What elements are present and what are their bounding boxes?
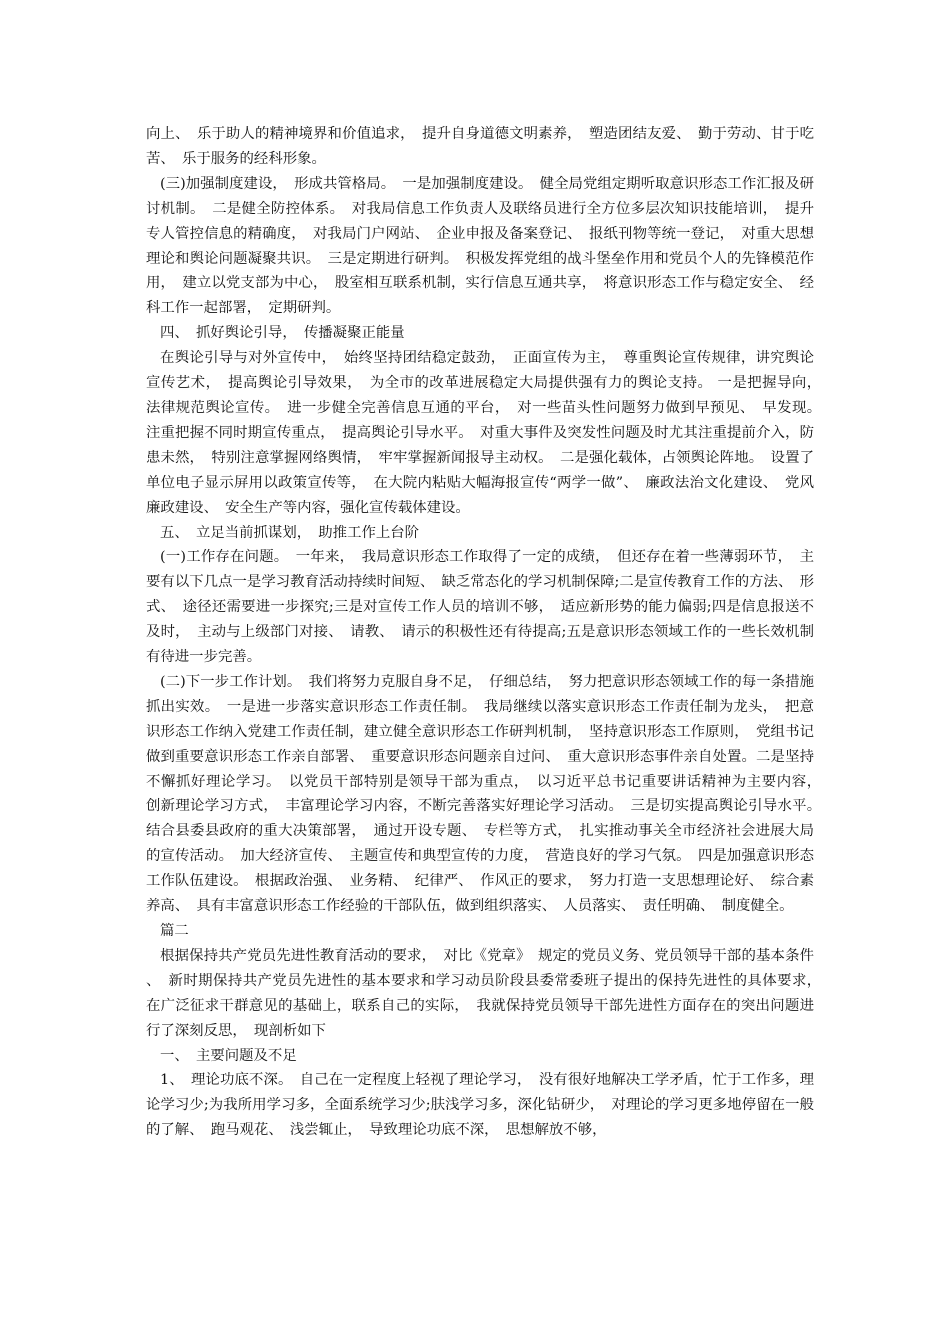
paragraph: (三)加强制度建设， 形成共管格局。 一是加强制度建设。 健全局党组定期听取意识形态工作汇报及研讨机制。 二是健全防控体系。 对我局信息工作负责人及联络员进行全方位多层次知识技能培训， 提升专人管控信息的精确度， 对我局门户网站、 企业申报及备案登记、 报纸刊物等统一登记， 对重大思想理论和舆论问题凝聚共识。 三是定期进行研判。 积极发挥党组的战斗堡垒作用和党员个人的先锋模范作用， 建立以党支部为中心， 股室相互联系机制，实行信息互通共享， 将意识形态工作与稳定安全、 经科工作一起部署， 定期研判。 — [146, 175, 814, 317]
paragraph: 向上、 乐于助人的精神境界和价值追求， 提升自身道德文明素养， 塑造团结友爱、 勤于劳动、甘于吃苦、 乐于服务的经科形象。 — [146, 126, 814, 167]
document-page — [146, 122, 829, 1143]
section-heading: 一、 主要问题及不足 — [160, 1047, 297, 1064]
section-heading: 篇二 — [160, 923, 189, 939]
paragraph: (一)工作存在问题。 一年来， 我局意识形态工作取得了一定的成绩， 但还存在着一些薄弱环节， 主要有以下几点一是学习教育活动持续时间短、 缺乏常态化的学习机制保障;二是宣传教育工作的方法、 形式、 途径还需要进一步探究;三是对宣传工作人员的培训不够， 适应新形势的能力偏弱;四是信息报送不及时， 主动与上级部门对接、 请教、 请示的积极性还有待提高;五是意识形态领域工作的一些长效机制有待进一步完善。 — [146, 549, 814, 666]
paragraph: (二)下一步工作计划。 我们将努力克服自身不足， 仔细总结， 努力把意识形态领域工作的每一条措施抓出实效。 一是进一步落实意识形态工作责任制。 我局继续以落实意识形态工作责任制为龙头， 把意识形态工作纳入党建工作责任制，建立健全意识形态工作研判机制， 坚持意识形态工作原则， 党组书记做到重要意识形态工作亲自部署、 重要意识形态问题亲自过问、 重大意识形态事件亲自处置。二是坚持不懈抓好理论学习。 以党员干部特别是领导干部为重点， 以习近平总书记重要讲话精神为主要内容， 创新理论学习方式， 丰富理论学习内容，不断完善落实好理论学习活动。 三是切实提高舆论引导水平。 结合县委县政府的重大决策部署， 通过开设专题、 专栏等方式， 扎实推动事关全市经济社会进展大局的宣传活动。 加大经济宣传、 主题宣传和典型宣传的力度， 营造良好的学习气氛。 四是加强意识形态工作队伍建设。 根据政治强、 业务精、 纪律严、 作风正的要求， 努力打造一支思想理论好、 综合素养高、 具有丰富意识形态工作经验的干部队伍，做到组织落实、 人员落实、 责任明确、 制度健全。 — [146, 673, 829, 915]
paragraph: 根据保持共产党员先进性教育活动的要求， 对比《党章》 规定的党员义务、党员领导干部的基本条件、 新时期保持共产党员先进性的基本要求和学习动员阶段县委常委班子提出的保持先进性的具体要求， 在广泛征求干群意见的基础上，联系自己的实际， 我就保持党员领导干部先进性方面存在的突出问题进行了深刻反思， 现剖析如下 — [146, 947, 829, 1039]
section-heading: 五、 立足当前抓谋划， 助推工作上台阶 — [160, 524, 420, 541]
paragraph: 在舆论引导与对外宣传中， 始终坚持团结稳定鼓劲， 正面宣传为主， 尊重舆论宣传规律，讲究舆论宣传艺术， 提高舆论引导效果， 为全市的改革进展稳定大局提供强有力的舆论支持。 一是把握导向， 法律规范舆论宣传。 进一步健全完善信息互通的平台， 对一些苗头性问题努力做到早预见、 早发现。 注重把握不同时期宣传重点， 提高舆论引导水平。 对重大事件及突发性问题及时尤其注重提前介入，防患未然， 特别注意掌握网络舆情， 牢牢掌握新闻报导主动权。 二是强化载体，占领舆论阵地。 设置了单位电子显示屏用以政策宣传等， 在大院内粘贴大幅海报宣传“两学一做”、 廉政法治文化建设、 党风廉政建设、 安全生产等内容，强化宣传载体建设。 — [146, 350, 829, 516]
section-heading: 四、 抓好舆论引导， 传播凝聚正能量 — [160, 325, 405, 342]
paragraph: 1、 理论功底不深。 自己在一定程度上轻视了理论学习， 没有很好地解决工学矛盾，忙于工作多，理论学习少;为我所用学习多，全面系统学习少;肤浅学习多，深化钻研少， 对理论的学习更多地停留在一般的了解、 跑马观花、 浅尝辄止， 导致理论功底不深， 思想解放不够， — [146, 1072, 814, 1139]
